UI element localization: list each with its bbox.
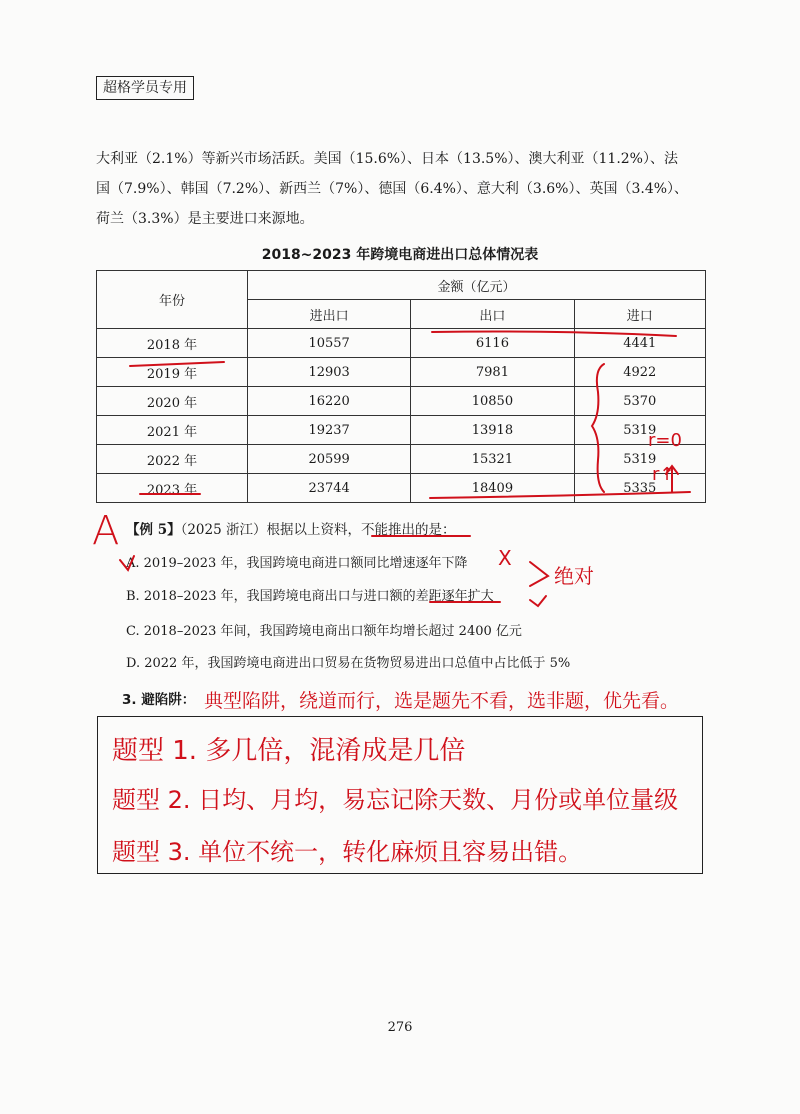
member-badge: 超格学员专用 — [96, 76, 194, 100]
bracket-b — [530, 562, 548, 586]
handwritten-cross-mark: X — [498, 546, 512, 570]
col-import: 进口 — [574, 300, 705, 329]
option-c: C. 2018–2023 年间，我国跨境电商出口额年均增长超过 2400 亿元 — [126, 624, 522, 639]
total-cell: 20599 — [248, 445, 411, 474]
import-cell: 5319 — [574, 445, 705, 474]
handwritten-type-1: 题型 1. 多几倍，混淆成是几倍 — [112, 736, 466, 766]
export-cell: 6116 — [411, 329, 574, 358]
question-prompt: 不能推出的是： — [361, 522, 456, 538]
handwritten-type-3: 题型 3. 单位不统一，转化麻烦且容易出错。 — [112, 838, 583, 866]
export-cell: 13918 — [411, 416, 574, 445]
year-cell: 2020 年 — [97, 387, 248, 416]
handwritten-r-zero: r=0 — [648, 430, 682, 451]
import-cell: 5335 — [574, 474, 705, 503]
underline-18409 — [430, 492, 690, 498]
handwritten-r-up: r↑ — [652, 464, 675, 485]
handwritten-note-b: 绝对 — [554, 564, 594, 588]
export-cell: 15321 — [411, 445, 574, 474]
option-d: D. 2022 年，我国跨境电商进出口贸易在货物贸易进出口总值中占比低于 5% — [126, 656, 571, 671]
col-export: 出口 — [411, 300, 574, 329]
export-cell: 7981 — [411, 358, 574, 387]
year-cell: 2019 年 — [97, 358, 248, 387]
import-cell: 5370 — [574, 387, 705, 416]
total-cell: 19237 — [248, 416, 411, 445]
section-heading: 3. 避陷阱： — [122, 692, 196, 708]
import-cell: 4922 — [574, 358, 705, 387]
paragraph-line-2: 国（7.9%）、韩国（7.2%）、新西兰（7%）、德国（6.4%）、意大利（3.6%）、英国（3.4%）、 — [96, 181, 689, 197]
total-cell: 16220 — [248, 387, 411, 416]
import-cell: 5319 — [574, 416, 705, 445]
year-cell: 2022 年 — [97, 445, 248, 474]
handwritten-answer: A — [92, 508, 120, 554]
handwritten-type-2: 题型 2. 日均、月均，易忘记除天数、月份或单位量级 — [112, 786, 679, 814]
example-label: 【例 5】 — [126, 522, 181, 538]
brace-import — [592, 364, 604, 492]
paragraph-line-3: 荷兰（3.3%）是主要进口来源地。 — [96, 211, 314, 227]
option-b: B. 2018–2023 年，我国跨境电商出口与进口额的差距逐年扩大 — [126, 589, 494, 604]
year-header: 年份 — [97, 271, 248, 329]
arrow-up — [666, 466, 678, 492]
col-total: 进出口 — [248, 300, 411, 329]
underline-export-header — [432, 332, 676, 337]
page-number: 276 — [387, 1020, 413, 1035]
import-cell: 4441 — [574, 329, 705, 358]
underline-2019 — [130, 362, 224, 366]
total-cell: 10557 — [248, 329, 411, 358]
amount-group-header: 金额（亿元） — [248, 271, 706, 300]
year-cell: 2018 年 — [97, 329, 248, 358]
year-cell: 2021 年 — [97, 416, 248, 445]
total-cell: 12903 — [248, 358, 411, 387]
export-cell: 10850 — [411, 387, 574, 416]
year-cell: 2023 年 — [97, 474, 248, 503]
total-cell: 23744 — [248, 474, 411, 503]
table-title: 2018~2023 年跨境电商进出口总体情况表 — [261, 247, 539, 263]
question-source: （2025 浙江）根据以上资料， — [180, 522, 361, 538]
option-a: A. 2019–2023 年，我国跨境电商进口额同比增速逐年下降 — [126, 556, 468, 571]
handwritten-trap-note: 典型陷阱，绕道而行，选是题先不看，选非题，优先看。 — [204, 690, 680, 712]
paragraph-line-1: 大利亚（2.1%）等新兴市场活跃。美国（15.6%）、日本（13.5%）、澳大利亚（11.2%）、法 — [96, 151, 678, 167]
check-a — [120, 556, 134, 570]
check-b — [530, 596, 546, 606]
export-cell: 18409 — [411, 474, 574, 503]
